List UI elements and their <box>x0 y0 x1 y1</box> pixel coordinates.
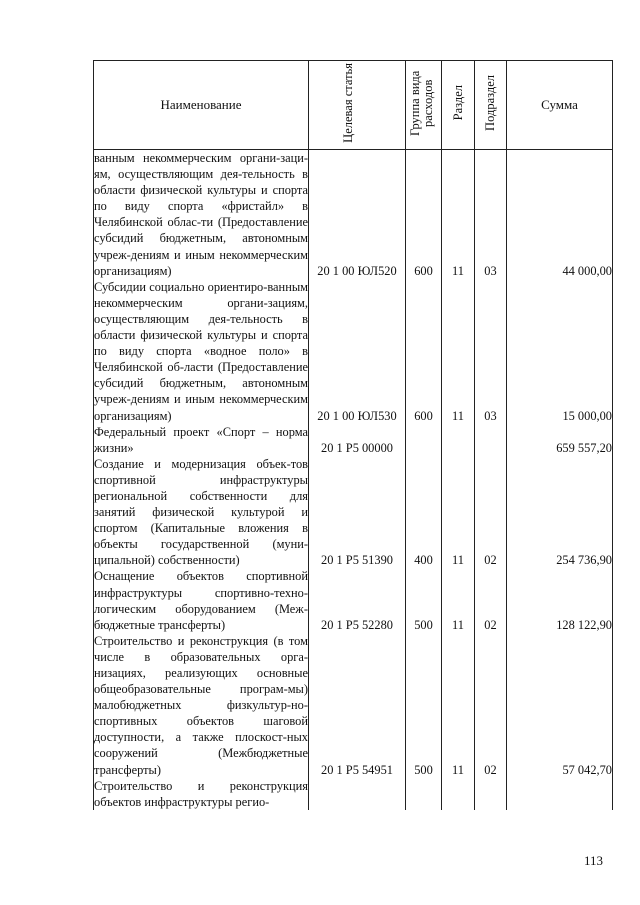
row-section: 11 <box>442 150 475 279</box>
row-subsection: 03 <box>475 150 507 279</box>
header-subsection: Подраздел <box>475 61 507 150</box>
row-group: 500 <box>406 633 442 778</box>
budget-table <box>93 60 613 810</box>
table-row <box>94 150 613 279</box>
row-subsection: 02 <box>475 568 507 632</box>
row-code <box>309 778 406 810</box>
row-code: 20 1 00 ЮЛ530 <box>309 279 406 424</box>
row-section: 11 <box>442 279 475 424</box>
row-name-cell: Субсидии социально ориентиро-ванным некоммерческим органи-зациям, осуществляющим дея-тельность в области физической культуры и спорта по виду спорта «водное поло» в Челябинской об-ласти (Предоставление субсидий бюджетным, автономным учреж-дениям и иным некоммерческим организациям) <box>94 279 308 423</box>
page-number: 113 <box>584 853 604 868</box>
row-subsection <box>475 424 507 456</box>
row-subsection: 02 <box>475 456 507 569</box>
table-row <box>94 424 613 456</box>
row-section <box>442 778 475 810</box>
row-group: 600 <box>406 279 442 424</box>
row-group: 600 <box>406 150 442 279</box>
header-name: Наименование <box>94 61 309 150</box>
row-section: 11 <box>442 633 475 778</box>
row-group: 400 <box>406 456 442 569</box>
row-name-cell: Федеральный проект «Спорт – норма жизни» <box>94 424 308 455</box>
header-sum: Сумма <box>507 61 613 150</box>
row-section <box>442 424 475 456</box>
row-name-cell: Оснащение объектов спортивной инфраструктуры спортивно-техно-логическим оборудованием (Меж-бюджетные трансферты) <box>94 569 308 632</box>
row-code: 20 1 Р5 51390 <box>309 456 406 569</box>
row-sum: 128 122,90 <box>507 568 613 632</box>
row-subsection <box>475 778 507 810</box>
row-subsection: 02 <box>475 633 507 778</box>
row-code: 20 1 Р5 52280 <box>309 568 406 632</box>
table-row <box>94 633 613 778</box>
row-name-cell: Строительство и реконструкция (в том числе в образовательных орга-низациях, реализующих основные общеобразовательные програм-мы) малобюджетных физкультур-но-спортивных объектов шаговой доступности, а также плоскост-ных сооружений (Межбюджетные трансферты) <box>94 633 308 777</box>
table-row <box>94 279 613 424</box>
header-section: Раздел <box>442 61 475 150</box>
row-sum: 254 736,90 <box>507 456 613 569</box>
row-name-cell: Создание и модернизация объек-тов спортивной инфраструктуры региональной собственности для занятий физической культурой и спортом (Капитальные вложения в объекты государственной (муни-ципальной) собственности) <box>94 456 308 568</box>
row-code: 20 1 00 ЮЛ520 <box>309 150 406 279</box>
row-section: 11 <box>442 568 475 632</box>
row-group: 500 <box>406 568 442 632</box>
row-name-cell: Строительство и реконструкция объектов инфраструктуры регио- <box>94 778 308 809</box>
row-sum: 57 042,70 <box>507 633 613 778</box>
row-sum: 44 000,00 <box>507 150 613 279</box>
table-header <box>94 61 613 150</box>
table-row <box>94 778 613 810</box>
row-code: 20 1 Р5 54951 <box>309 633 406 778</box>
row-sum: 15 000,00 <box>507 279 613 424</box>
row-group <box>406 778 442 810</box>
header-target-article: Целевая статья <box>309 61 406 150</box>
row-section: 11 <box>442 456 475 569</box>
row-name-cell: ванным некоммерческим органи-зациям, осуществляющим дея-тельность в области физической культуры и спорта по виду спорта «фристайл» в Челябинской облас-ти (Предоставление субсидий бюджетным, автономным учреж-дениям и иным некоммерческим организациям) <box>94 151 308 278</box>
table-row <box>94 568 613 632</box>
row-group <box>406 424 442 456</box>
row-sum: 659 557,20 <box>507 424 613 456</box>
header-expense-group: Группа вида расходов <box>406 61 442 150</box>
row-subsection: 03 <box>475 279 507 424</box>
row-code: 20 1 Р5 00000 <box>309 424 406 456</box>
row-sum <box>507 778 613 810</box>
table-row <box>94 456 613 569</box>
